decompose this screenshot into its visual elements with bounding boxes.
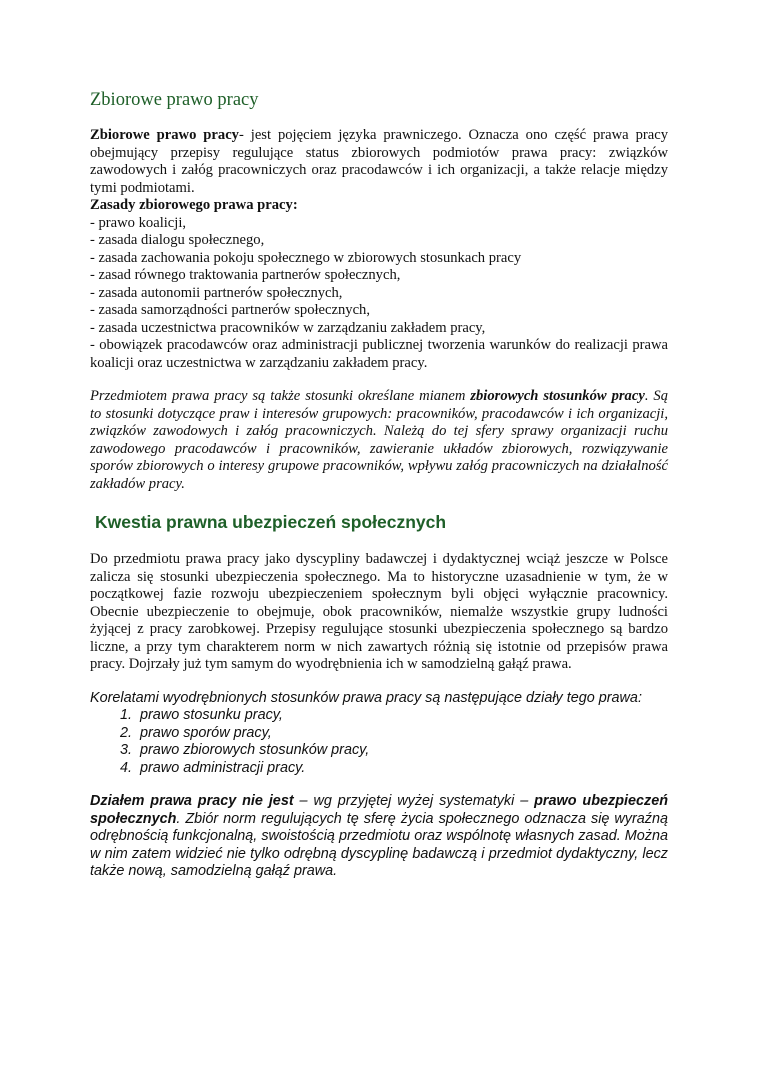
spacer [90, 674, 668, 690]
spacer [90, 777, 668, 793]
principle-item: - zasada zachowania pokoju społecznego w zbiorowych stosunkach pracy [90, 249, 522, 266]
principles-heading: Zasady zbiorowego prawa pracy: [90, 197, 298, 213]
list-item: 4. prawo administracji pracy. [136, 760, 668, 778]
list-item: 1. prawo stosunku pracy, [136, 707, 668, 725]
principle-item: - zasada uczestnictwa pracowników w zarządzaniu zakładem pracy, [90, 319, 486, 336]
principle-item: - prawo koalicji, [90, 214, 187, 231]
intro-definition: - jest pojęciem języka prawniczego. Oznacza ono część prawa pracy obejmujący przepisy regulujące status zbiorowych podmiotów prawa pracy: związków zawodowych i załóg pracowniczych oraz pracodawców i ich organizacji, a także relacje między tymi podmiotami. [90, 127, 668, 196]
final-emphasis-2: prawo ubezpieczeń społecznych [90, 793, 668, 827]
social-insurance-paragraph: Do przedmiotu prawa pracy jako dyscypliny badawczej i dydaktycznej wciąż jeszcze w Polsce zalicza się stosunki ubezpieczenia społecznego. Ma to historyczne uzasadnienie w tym, że w początkowej fazie rozwoju ubezpieczeniem społecznym byli objęci wyłącznie pracownicy. Obecnie ubezpieczenie to obejmuje, obok pracowników, niemalże wszystkie grupy ludności żyjącej z pracy zarobkowej. Przepisy regulujące stosunki ubezpieczenia społecznego są bardzo liczne, a przy tym charakterem norm w nich zawartych różnią się istotnie od przepisów prawa pracy. Dojrzały już tym samym do wyodrębnienia ich w samodzielną gałąź prawa. [90, 551, 668, 672]
final-paragraph [90, 793, 668, 881]
principle-item: - zasada autonomii partnerów społecznych, [90, 284, 343, 301]
subject-paragraph [90, 388, 668, 493]
section-heading-social-insurance: Kwestia prawna ubezpieczeń społecznych [95, 512, 447, 532]
correlates-intro: Korelatami wyodrębnionych stosunków prawa pracy są następujące działy tego prawa: [90, 689, 642, 706]
final-emphasis-1: Działem prawa pracy nie jest [90, 793, 294, 809]
intro-term: Zbiorowe prawo pracy [90, 127, 239, 143]
intro-block [90, 127, 668, 372]
final-text-end: . Zbiór norm regulujących tę sferę życia społecznego odznacza się wyraźną odrębnością funkcjonalną, swoistością przedmiotu oraz wspólnotę własnych zasad. Można w nim zatem widzieć nie tylko odrębną dyscyplinę badawczą i przedmiot dydaktyczny, lecz także nową, samodzielną gałąź prawa. [90, 810, 668, 879]
principle-item: - zasada dialogu społecznego, [90, 232, 265, 248]
section-heading-collective-labour-law: Zbiorowe prawo pracy [90, 90, 259, 110]
principle-item: - zasada samorządności partnerów społecznych, [90, 302, 370, 318]
subject-text-start: Przedmiotem prawa pracy są także stosunki określane mianem [90, 388, 471, 404]
final-text-mid: – wg przyjętej wyżej systematyki – [293, 793, 535, 809]
principle-item: - zasad równego traktowania partnerów społecznych, [90, 267, 401, 283]
spacer [90, 534, 668, 551]
list-item: 2. prawo sporów pracy, [136, 725, 668, 743]
spacer [90, 493, 668, 510]
document-content [90, 88, 668, 881]
spacer [90, 372, 668, 388]
principle-item: - obowiązek pracodawców oraz administracji publicznej tworzenia warunków do realizacji prawa koalicji oraz uczestnictwa w zarządzaniu zakładem pracy. [90, 337, 668, 371]
subject-text-end: . Są to stosunki dotyczące praw i interesów grupowych: pracowników, pracodawców i ich organizacji, związków zawodowych i załóg pracowniczych. Należą do tej sfery sprawy organizacji ruchu zawodowego pracodawców i pracowników, zawieranie układów zbiorowych, rozwiązywanie sporów zbiorowych o interesy grupowe pracowników, wpływu załóg pracowniczych na działalność zakładów pracy. [90, 388, 668, 492]
list-item: 3. prawo zbiorowych stosunków pracy, [136, 742, 668, 760]
subject-emphasis: zbiorowych stosunków pracy [470, 388, 645, 404]
correlates-list [90, 707, 668, 777]
intro-paragraph [90, 127, 668, 197]
